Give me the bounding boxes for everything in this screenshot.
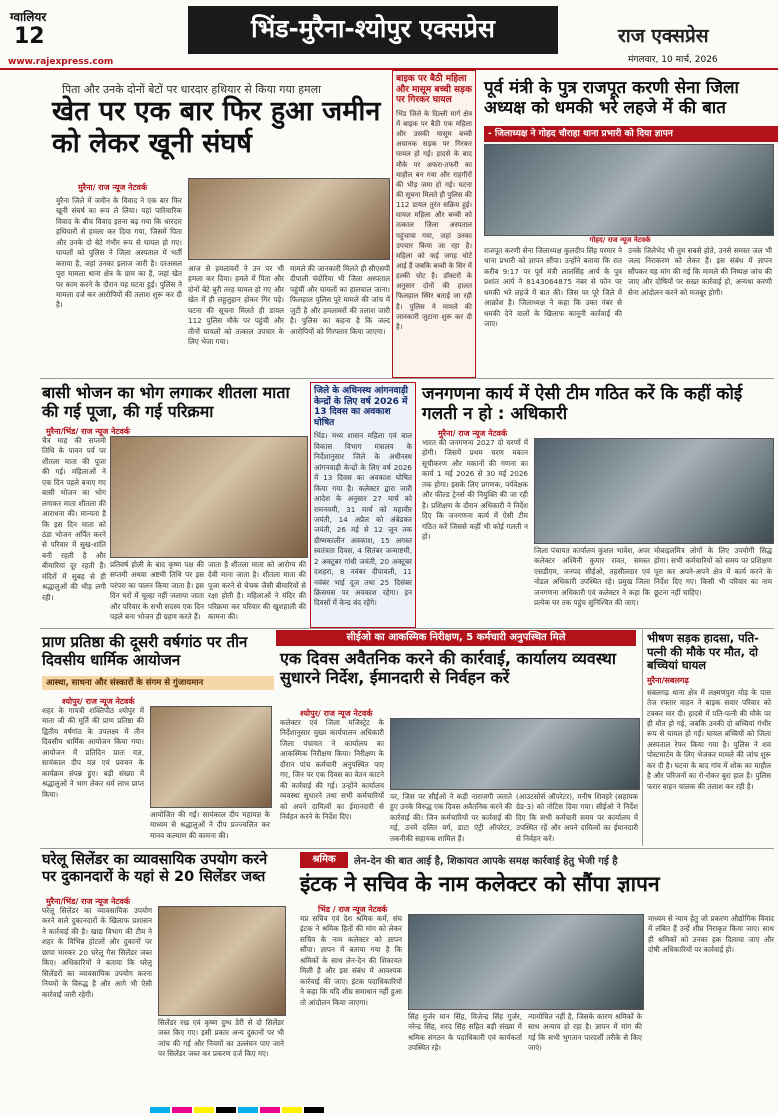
ceo-body-3: (आउटसोर्स ऑपरेटर), मनीष शिवहरे (सहायक ग्रेड-3) को नोटिस दिया गया। सीईओ ने निर्देश दिए कि सभी कर्मचारी समय पर कार्यालय में उपस्थित रहें और अपने दायित्वों का ईमानदारी से निर्वहन करें। — [516, 792, 638, 842]
karni-photo — [484, 144, 774, 236]
shramik-byline: भिंड / राज न्यूज नेटवर्क — [318, 905, 388, 914]
ceo-photo — [390, 718, 640, 790]
city-label: ग्वालियर — [10, 10, 47, 24]
shramik-body-3: न्यायोचित नहीं है, जिसके कारण श्रमिकों के साथ अन्याय हो रहा है। ज्ञापन में मांग की गई कि सभी भुगतान पारदर्शी तरीके से किए जाएं। — [528, 1012, 642, 1053]
divider — [0, 68, 778, 70]
row-divider — [40, 378, 774, 379]
shramik-headline: इंटक ने सचिव के नाम कलेक्टर को सौंपा ज्ञापन — [300, 872, 660, 896]
census-photo — [534, 438, 774, 544]
puja-photo — [110, 436, 308, 558]
cylinder-byline: मुरैना/भिंड/ राज न्यूज नेटवर्क — [46, 897, 131, 906]
ceo-strip: सीईओ का आकस्मिक निरीक्षण, 5 कर्मचारी अनुपस्थित मिले — [276, 630, 636, 646]
cylinder-headline: घरेलू सिलेंडर का व्यावसायिक उपयोग करने पर दुकानदारों के यहां से 20 सिलेंडर जब्त — [42, 852, 268, 886]
row-divider — [40, 848, 774, 849]
ceo-byline: श्योपुर/ राज न्यूज नेटवर्क — [300, 709, 373, 718]
ceo-body-2: पर, जिस पर सीईओ ने कड़ी नाराजगी जताते हुए उनके विरुद्ध एक दिवस अवैतनिक करने की कार्रवाई की। जिन कर्मचारियों पर कार्रवाई की गई, उनमें दलित वर्ग, डाटा एंट्री ऑपरेटर, तकनीकी सहायक शामिल हैं। — [390, 792, 512, 842]
puja-body: चैत्र माह की सप्तमी तिथि के पावन पर्व पर शीतला माता की पूजा की गई। महिलाओं ने एक दिन पहले बनाए गए बासी भोजन का भोग लगाकर माता शीतला की आराधना की। मान्यता है कि इस दिन माता को ठंडा भोजन अर्पित करने से परिवार में सुख-शांति बनी रहती है और बीमारियां दूर रहती हैं। मंदिरों में सुबह से ही श्रद्धालुओं की भीड़ लगी रही। — [42, 436, 106, 602]
shramik-photo — [408, 914, 644, 1010]
census-body-2: जिला पंचायत कार्यालय कुशल भावेश, अपर कलेक्टर अश्विनी कुमार रावत, समस्त एसडीएम, जनपद सीईओ, तहसीलदार एवं नोडल अधिकारी उपस्थित रहे। प्रमुख जिला जनगणना अधिकारी एवं कलेक्टर ने कहा कि प्रत्येक घर तक पहुंच सुनिश्चित की जाए। — [534, 546, 650, 608]
lead-kicker-wrap — [62, 78, 392, 96]
census-body-3: मोबाइलमित्र लोगों के लिए उपयोगी सिद्ध होगा। सभी कर्मचारियों को समय पर प्रशिक्षण पूरा कर अपने-अपने क्षेत्र में कार्य करने के निर्देश दिए गए। किसी भी परिवार का नाम छूटना नहीं चाहिए। — [654, 546, 772, 597]
ceo-body: कलेक्टर एवं जिला मजिस्ट्रेट के निर्देशानुसार मुख्य कार्यपालन अधिकारी जिला पंचायत ने कार्यालय का आकस्मिक निरीक्षण किया। निरीक्षण के दौरान पांच कर्मचारी अनुपस्थित पाए गए, जिन पर एक दिवस का वेतन काटने की कार्रवाई की गई। उन्होंने कार्यालय व्यवस्था सुधारने तथा सभी कर्मचारियों को अपने दायित्वों का ईमानदारी से निर्वहन करने के निर्देश दिए। — [280, 718, 384, 821]
bhishan-box — [642, 630, 775, 846]
cylinder-body: घरेलू सिलेंडर का व्यावसायिक उपयोग करने वाले दुकानदारों के खिलाफ प्रशासन ने कार्रवाई की है। खाद्य विभाग की टीम ने शहर के विभिन्न होटलों और दुकानों पर छापा मारकर 20 घरेलू गैस सिलेंडर जब्त किए। अधिकारियों ने बताया कि घरेलू सिलेंडरों का व्यावसायिक उपयोग करना नियमों के विरुद्ध है और आगे भी ऐसी कार्रवाई जारी रहेगी। — [42, 906, 152, 999]
lead-body-2: आज से हमलावरों ने उन पर भी हमला कर दिया। हमले में पिता और दोनों बेटे बुरी तरह घायल हो गए और खेत में ही लहूलुहान होकर गिर पड़े। घटना की सूचना मिलते ही डायल 112 पुलिस मौके पर पहुंची और तीनों घायलों को तत्काल उपचार के लिए भेजा गया। — [188, 264, 284, 347]
publication-date: मंगलवार, 10 मार्च, 2026 — [628, 55, 718, 65]
lead-kicker: पिता और उनके दोनों बेटों पर धारदार हथियार से किया गया हमला — [62, 83, 321, 96]
karni-body: राजपूत करणी सेना जिलाध्यक्ष कुलदीप सिंह परमार ने थाना प्रभारी को ज्ञापन सौंपा। उन्होंने बताया कि रात करीब 9:17 पर पूर्व मंत्री लालसिंह आर्य के पुत्र प्रशांत आर्य ने 8143064875 नंबर से फोन पर धमकी भरे लहजे में बात की। जिस पर पूरे जिले में आक्रोश है। जिलाध्यक्ष ने कहा कि उक्त नंबर से धमकी देने वालों के खिलाफ कानूनी कार्रवाई की जाए। — [484, 246, 622, 329]
puja-body-2: प्रतिवर्ष होली के बाद कृष्ण पक्ष की सप्तमी अथवा अष्टमी तिथि पर इस परंपरा का पालन किया जाता है। इस दिन घरों में चूल्हा नहीं जलाया जाता और परिवार के सभी सदस्य एक दिन पहले बना भोजन ही ग्रहण करते हैं। — [110, 560, 204, 622]
masthead — [0, 0, 778, 72]
lead-body: मुरैना जिले में जमीन के विवाद ने एक बार फिर खूनी संघर्ष का रूप ले लिया। यहां पारिवारिक विवाद के बीच विवाद इतना बढ़ गया कि धारदार हथियारों से हमला कर दिया गया, जिसमें पिता और उनके दो बेटे गंभीर रूप से घायल हो गए। घायलों को पुलिस ने जिला अस्पताल में भर्ती कराया है, जहां उनका इलाज जारी है। दरअसल पूरा मामला थाना क्षेत्र के ग्राम का है, जहां खेत पर काम करने के दौरान यह घटना हुई। पुलिस ने मामला दर्ज कर आरोपियों की तलाश शुरू कर दी है। — [56, 196, 182, 310]
lead-byline: मुरैना/ राज न्यूज नेटवर्क — [78, 183, 148, 192]
puja-byline: मुरैना/भिंड/ राज न्यूज नेटवर्क — [46, 427, 131, 436]
census-byline: मुरैना/ राज न्यूज नेटवर्क — [438, 429, 508, 438]
anganwadi-headline: जिले के अधिनस्थ आंगनवाड़ी केन्द्रों के लिए वर्ष 2026 में 13 दिवस का अवकाश घोषित — [314, 386, 408, 428]
ceo-headline: एक दिवस अवैतनिक करने की कार्रवाई, कार्यालय व्यवस्था सुधारने निर्देश, ईमानदारी से निर्वहन करें — [280, 649, 617, 687]
lead-headline: खेत पर एक बार फिर हुआ जमीन को लेकर खूनी संघर्ष — [52, 96, 381, 159]
karni-strip: - जिलाध्यक्ष ने गोहद चौराहा थाना प्रभारी को दिया ज्ञापन — [484, 126, 778, 142]
shramik-body-4: माध्यम से न्याय हेतु जो प्रकरण औद्योगिक विवाद में लंबित हैं उन्हें शीघ्र निराकृत किया जाए। साथ ही श्रमिकों को उनका हक दिलाया जाए और दोषी अधिकारियों पर कार्रवाई हो। — [648, 914, 774, 955]
shramik-body-2: सिंह गुर्जर मान सिंह, विजेन्द्र सिंह गुर्जर, नरेन्द्र सिंह, शरद सिंह सहित बड़ी संख्या में श्रमिक संगठन के पदाधिकारी एवं कार्यकर्ता उपस्थित रहे। — [408, 1012, 522, 1053]
bhishan-body: सबलगढ़ थाना क्षेत्र में लक्ष्मणपुरा मोड़ के पास तेज रफ्तार वाहन ने बाइक सवार परिवार को टक्कर मार दी। हादसे में पति-पत्नी की मौके पर ही मौत हो गई, जबकि उनकी दो बच्चियां गंभीर रूप से घायल हो गईं। घायल बच्चियों को जिला अस्पताल रेफर किया गया है। पुलिस ने शव पोस्टमार्टम के लिए भेजकर मामले की जांच शुरू कर दी है। घटना के बाद गांव में शोक का माहौल है और परिजनों का रो-रोकर बुरा हाल है। पुलिस फरार वाहन चालक की तलाश कर रही है। — [647, 687, 771, 791]
puja-headline: बासी भोजन का भोग लगाकर शीतला माता की गई पूजा, की गई परिक्रमा — [42, 383, 290, 421]
cylinder-photo — [158, 906, 286, 1016]
lead-body-3: मामले की जानकारी मिलते ही सीएसपी दीपाली चंदोरिया भी जिला अस्पताल पहुंचीं और घायलों का हालचाल जाना। फिलहाल पुलिस पूरे मामले की जांच में जुटी है और हमलावरों की तलाश जारी है। पुलिस का कहना है कि जल्द आरोपियों को गिरफ्तार किया जाएगा। — [290, 264, 390, 336]
anganwadi-body: भिंड। मध्य शासन महिला एवं बाल विकास विभाग मंत्रालय के निर्देशानुसार जिले के अधीनस्थ आंगनवाड़ी केन्द्रों के लिए वर्ष 2026 में 13 दिवस का अवकाश घोषित किया गया है। कलेक्टर द्वारा जारी आदेश के अनुसार 27 मार्च को रामनवमी, 31 मार्च को महावीर जयंती, 14 अप्रैल को अंबेडकर जयंती, 26 मई से 12 जून तक ग्रीष्मकालीन अवकाश, 15 अगस्त स्वतंत्रता दिवस, 4 सितंबर जन्माष्टमी, 2 अक्टूबर गांधी जयंती, 20 अक्टूबर दशहरा, 8 नवंबर दीपावली, 11 नवंबर भाई दूज तथा 25 दिसंबर क्रिसमस पर अवकाश रहेगा। इन दिवसों में केन्द्र बंद रहेंगे। — [314, 431, 412, 608]
pran-strip: आस्था, साधना और संस्कारों के संगम से गुंजायमान — [42, 676, 274, 690]
sidebar-accident — [392, 70, 476, 378]
page-number: 12 — [14, 24, 45, 49]
pran-byline: श्योपुर/ राज न्यूज नेटवर्क — [62, 697, 135, 706]
section-banner: भिंड-मुरैना-श्योपुर एक्सप्रेस — [188, 6, 558, 54]
shramik-label: श्रमिक — [300, 852, 348, 868]
puja-body-3: जाता है शीतला माता को आरोग्य की देवी माना जाता है। शीतला माता की पूजा करने से चेचक जैसी बीमारियों से रक्षा होती है। महिलाओं ने मंदिर की परिक्रमा कर परिवार की खुशहाली की कामना की। — [208, 560, 306, 622]
shramik-subhead: लेन-देन की बात आई है, शिकायत आपके समक्ष कार्रवाई हेतु भेजी गई है — [354, 856, 618, 867]
karni-caption: गोहद/ राज न्यूज नेटवर्क — [589, 236, 651, 244]
census-headline: जनगणना कार्य में ऐसी टीम गठित करें कि कहीं कोई गलती न हो : अधिकारी — [422, 384, 743, 425]
sidebar-headline: बाइक पर बैठी महिला और मासूम बच्ची सड़क पर गिरकर घायल — [396, 74, 472, 106]
pran-photo — [150, 706, 272, 808]
pran-headline: प्राण प्रतिष्ठा की दूसरी वर्षगांठ पर तीन दिवसीय धार्मिक आयोजन — [42, 633, 248, 669]
sidebar-body: भिंड जिले के दिल्ली मार्ग क्षेत्र में बाइक पर बैठी एक महिला और उसकी मासूम बच्ची अचानक सड़क पर गिरकर घायल हो गईं। हादसे के बाद मौके पर अफरा-तफरी का माहौल बन गया और राहगीरों की भीड़ जमा हो गई। घटना की सूचना मिलते ही पुलिस की 112 डायल तुरंत सक्रिय हुई। घायल महिला और बच्ची को तत्काल जिला अस्पताल पहुंचाया गया, जहां उनका उपचार किया जा रहा है। महिला को कई जगह चोटें आई हैं जबकि बच्ची के सिर में हल्की चोट है। डॉक्टरों के अनुसार दोनों की हालत फिलहाल स्थिर बताई जा रही है। पुलिस ने मामले की जानकारी जुटाना शुरू कर दी है। — [396, 109, 472, 331]
pran-body-2: आयोजित की गईं। सायंकाल दीप महायज्ञ के माध्यम से श्रद्धालुओं ने दीप प्रज्ज्वलित कर मानव कल्याण की कामना की। — [150, 810, 270, 840]
lead-photo — [188, 178, 390, 260]
bhishan-headline: भीषण सड़क हादसा, पति-पत्नी की मौके पर मौत, दो बच्चियां घायल — [647, 631, 759, 673]
pran-body: शहर के गायत्री शक्तिपीठ श्योपुर में माता जी की मूर्ति की प्राण प्रतिष्ठा की द्वितीय वर्षगांठ के उपलक्ष्य में तीन दिवसीय धार्मिक आयोजन किया गया। आयोजन में प्रतिदिन प्रातः यज्ञ, सायंकाल दीप यज्ञ एवं प्रवचन के कार्यक्रम संपन्न हुए। बड़ी संख्या में श्रद्धालुओं ने भाग लेकर धर्म लाभ प्राप्त किया। — [42, 706, 144, 799]
shramik-body: मप्र सचिव एवं देश श्रमिक कर्म, संघ इंटक ने श्रमिक हितों की मांग को लेकर सचिव के नाम कलेक्टर को ज्ञापन सौंपा। ज्ञापन में बताया गया है कि श्रमिकों के साथ लेन-देन की शिकायत मिली है और इस संबंध में आवश्यक कार्रवाई की जाए। इंटक पदाधिकारियों ने कहा कि यदि शीघ्र समाधान नहीं हुआ तो आंदोलन किया जाएगा। — [300, 914, 402, 1007]
cylinder-body-2: सिलेंडर रख एवं कृष्ण दुग्ध डेरी से दो सिलेंडर जब्त किए गए। इसी प्रकार अन्य दुकानों पर भी जांच की गई और नियमों का उल्लंघन पाए जाने पर सिलेंडर जब्त कर प्रकरण दर्ज किए गए। — [158, 1018, 284, 1059]
bhishan-byline: मुरैना/सबलगढ़ — [647, 675, 689, 685]
website-link[interactable]: www.rajexpress.com — [8, 57, 114, 67]
anganwadi-box — [310, 382, 416, 628]
brand-name: राज एक्सप्रेस — [618, 25, 709, 47]
row-divider — [40, 628, 774, 629]
karni-headline: पूर्व मंत्री के पुत्र राजपूत करणी सेना जिला अध्यक्ष को धमकी भरे लहजे में की बात — [484, 78, 739, 119]
census-body: भारत की जनगणना 2027 दो चरणों में होगी। जिसमें प्रथम चरण मकान सूचीकरण और मकानों की गणना का कार्य 1 मई 2026 से 30 मई 2026 तक होगा। इसके लिए प्रगणक, पर्यवेक्षक और फील्ड ट्रेनर्स की नियुक्ति की जा रही है। प्रशिक्षण के दौरान अधिकारी ने निर्देश दिए कि जनगणना कार्य में ऐसी टीम गठित करें जिससे कहीं भी कोई गलती न हो। — [422, 438, 528, 541]
karni-body-2: उनके जिलेभेद भी तुम सबसे होते, उनसे समस्त जल भी जल्द निराकरण को लेकर हैं। इस संबंध में ज्ञापन सौंपकर यह मांग की गई कि मामले की निष्पक्ष जांच की जाए और दोषियों पर सख्त कार्रवाई हो, अन्यथा करणी सेना आंदोलन करने को मजबूर होगी। — [628, 246, 772, 297]
